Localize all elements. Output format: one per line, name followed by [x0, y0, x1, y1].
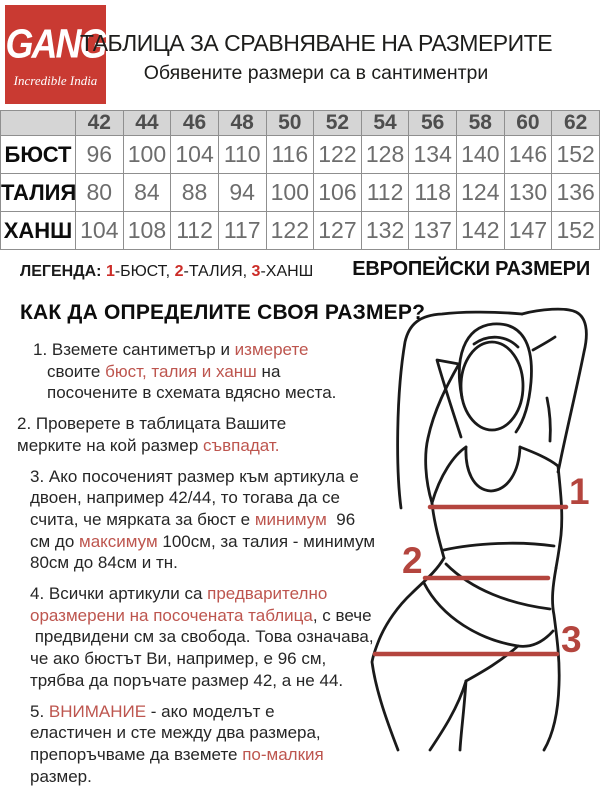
size-value-cell: 124 [457, 174, 505, 212]
body-text: на [256, 361, 281, 381]
body-text: 1. Вземете сантиметър и [33, 340, 235, 359]
size-column-header: 42 [76, 111, 124, 136]
size-value-cell: 122 [314, 136, 362, 174]
instruction-item-4 [0, 583, 400, 692]
size-value-cell: 108 [123, 212, 171, 250]
size-value-cell: 146 [504, 136, 552, 174]
size-value-cell: 112 [361, 174, 409, 212]
body-text: , с вече [312, 605, 372, 625]
size-column-header: 48 [218, 111, 266, 136]
size-value-cell: 127 [314, 212, 362, 250]
measurement-figure [370, 300, 600, 750]
page-subtitle: Обявените размери са в сантиментри [143, 62, 489, 84]
size-value-cell: 152 [552, 136, 600, 174]
row-label: БЮСТ [1, 136, 76, 174]
size-column-header: 44 [123, 111, 171, 136]
body-text: 80см до 84см и тн. [30, 553, 178, 573]
body-text: посочените в схемата вдясно места. [47, 383, 337, 403]
body-text: счита, че мярката за бюст е [30, 509, 255, 529]
body-text: 2. Проверете в таблицата Вашите [17, 414, 287, 434]
size-value-cell: 110 [218, 136, 266, 174]
brand-tagline: Incredible India [13, 73, 98, 88]
highlighted-text: максимум [79, 531, 158, 551]
size-value-cell: 147 [504, 212, 552, 250]
size-column-header [1, 111, 76, 136]
legend-text: -ТАЛИЯ, [183, 263, 252, 280]
highlighted-text: минимум [254, 509, 327, 529]
row-label: ТАЛИЯ [1, 174, 76, 212]
size-table-row [1, 174, 600, 212]
size-column-header: 58 [457, 111, 505, 136]
instruction-item-5 [0, 701, 400, 788]
how-to-heading: КАК ДА ОПРЕДЕЛИТЕ СВОЯ РАЗМЕР? [20, 301, 426, 324]
size-value-cell: 130 [504, 174, 552, 212]
size-column-header: 46 [171, 111, 219, 136]
highlighted-text: измерете [234, 340, 309, 359]
size-value-cell: 136 [552, 174, 600, 212]
size-value-cell: 140 [457, 136, 505, 174]
body-text: 100см, за талия - минимум [157, 531, 376, 551]
legend-number: 3 [251, 263, 261, 280]
size-value-cell: 152 [552, 212, 600, 250]
instruction-list [0, 339, 400, 796]
body-text: предвидени см за свобода. Това означава, [30, 627, 374, 647]
hips-line-label: 3 [561, 619, 582, 660]
page-header [16, 30, 600, 85]
size-table [0, 110, 600, 250]
legend-text: -БЮСТ, [114, 263, 175, 280]
size-column-header: 56 [409, 111, 457, 136]
highlighted-text: ВНИМАНИЕ [48, 701, 147, 721]
body-text: 5. [30, 701, 49, 721]
instruction-item-2 [0, 413, 400, 456]
size-value-cell: 100 [266, 174, 314, 212]
size-column-header: 50 [266, 111, 314, 136]
size-table-row [1, 136, 600, 174]
waist-line-label: 2 [402, 540, 423, 581]
highlighted-text: бюст, талия и ханш [105, 361, 257, 381]
size-value-cell: 94 [218, 174, 266, 212]
body-text: 3. Ако посоченият размер към артикула е [30, 466, 359, 486]
body-text: двоен, например 42/44, то тогава да се [30, 488, 340, 508]
legend-number: 2 [174, 263, 184, 280]
bust-line-label: 1 [569, 471, 590, 512]
highlighted-text: по-малкия [242, 744, 324, 764]
body-text: своите [47, 361, 106, 381]
body-text: размер. [30, 766, 92, 786]
instruction-item-3 [0, 466, 400, 575]
highlighted-text: оразмерени на посочената таблица [30, 605, 313, 625]
instruction-item-1 [0, 339, 400, 404]
european-sizes-title: ЕВРОПЕЙСКИ РАЗМЕРИ [352, 258, 590, 280]
size-column-header: 52 [314, 111, 362, 136]
body-outline-drawing [372, 309, 586, 750]
size-value-cell: 96 [76, 136, 124, 174]
body-text: см до [30, 531, 80, 551]
body-text: препоръчваме да вземете [30, 744, 243, 764]
size-value-cell: 104 [76, 212, 124, 250]
body-text: трябва да поръчате размер 42, а не 44. [30, 670, 344, 690]
size-value-cell: 80 [76, 174, 124, 212]
size-value-cell: 122 [266, 212, 314, 250]
page-title: ТАБЛИЦА ЗА СРАВНЯВАНЕ НА РАЗМЕРИТЕ [79, 30, 553, 56]
size-value-cell: 142 [457, 212, 505, 250]
legend [20, 263, 313, 281]
highlighted-text: съвпадат. [203, 435, 280, 455]
legend-number: 1 [105, 263, 115, 280]
size-value-cell: 137 [409, 212, 457, 250]
size-value-cell: 84 [123, 174, 171, 212]
size-value-cell: 117 [218, 212, 266, 250]
size-value-cell: 134 [409, 136, 457, 174]
size-column-header: 62 [552, 111, 600, 136]
size-value-cell: 132 [361, 212, 409, 250]
size-column-header: 60 [504, 111, 552, 136]
body-text: мерките на кой размер [17, 435, 204, 455]
brand-name: GANG [5, 20, 106, 67]
size-value-cell: 112 [171, 212, 219, 250]
size-table-row [1, 212, 600, 250]
size-value-cell: 104 [171, 136, 219, 174]
size-column-header: 54 [361, 111, 409, 136]
legend-label: ЛЕГЕНДА: [20, 263, 102, 280]
body-text: че ако бюстът Ви, например, е 96 см, [30, 649, 327, 669]
size-value-cell: 118 [409, 174, 457, 212]
size-value-cell: 100 [123, 136, 171, 174]
size-value-cell: 88 [171, 174, 219, 212]
row-label: ХАНШ [1, 212, 76, 250]
body-text: 4. Всички артикули са [30, 584, 208, 604]
size-value-cell: 106 [314, 174, 362, 212]
size-value-cell: 116 [266, 136, 314, 174]
highlighted-text: предварително [207, 584, 328, 604]
size-value-cell: 128 [361, 136, 409, 174]
body-text: еластичен и сте между два размера, [30, 723, 321, 743]
legend-text: -ХАНШ [260, 263, 314, 280]
body-text: - ако моделът е [146, 701, 275, 721]
body-text: 96 [326, 509, 356, 529]
